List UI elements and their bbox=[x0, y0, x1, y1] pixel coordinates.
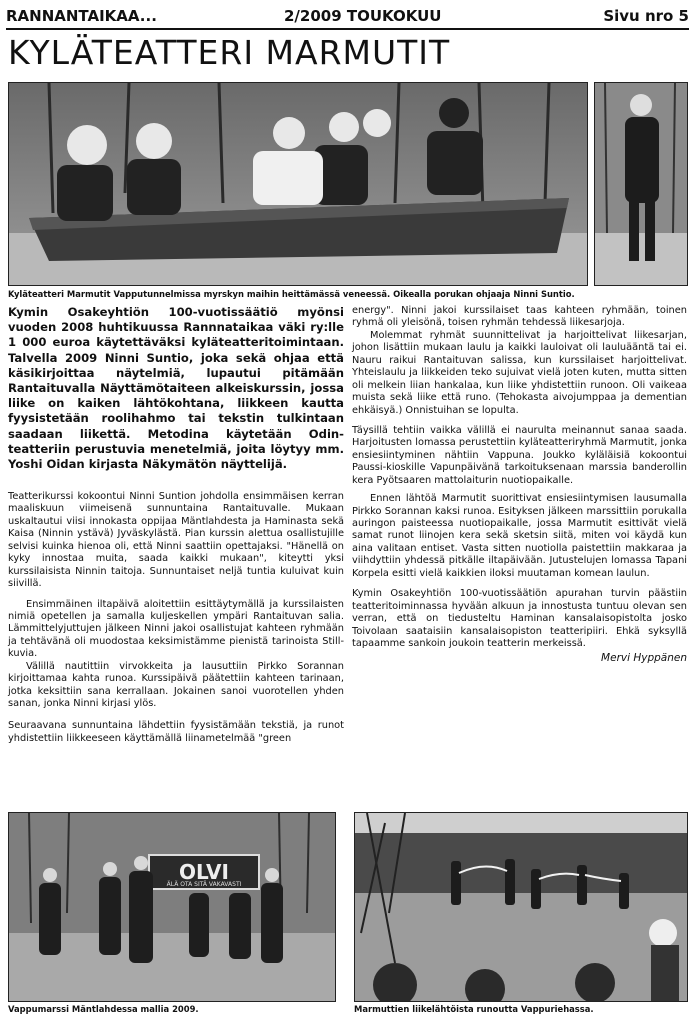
right-column bbox=[352, 305, 687, 666]
article-title: KYLÄTEATTERI MARMUTIT bbox=[8, 33, 451, 72]
caption-top: Kyläteatteri Marmutit Vapputunnelmissa myrskyn maihin heittämässä veneessä. Oikealla porukan ohjaaja Ninni Suntio. bbox=[8, 289, 575, 299]
right-paragraph-2: Molemmat ryhmät suunnittelivat ja harjoittelivat liikesarjan, johon lisättiin mukaan laulu ja kaikki lauloivat oli lauluääntä tai ei. Nauru raikui Rantaituvan salissa, kun kurssilaiset harjoittelivat. Yhteislaulu ja liikkeiden teko sujuivat vielä joten kuten, mutta sitten oli melkein liian hankalaa, kun liike yhdistettiin runoon. Oli vaikeaa muista sekä liike että runo. (Tehokasta aivojumppaa ja dementian ehkäisyä.) Onnistuihan se lopulta. bbox=[352, 329, 687, 416]
photo-march-icon bbox=[9, 813, 335, 1001]
right-paragraph-4: Ennen lähtöä Marmutit suorittivat ensiesiintymisen lausumalla Pirkko Sorannan kaksi runoa. Esityksen jälkeen marssittiin porukalla auringon paisteessa nuotiopaikalle, jossa Marmutit esittivät vielä samat runot liinojen kera sekä sketsin siitä, miten voi käydä kun aina valitaan entiset. Vasta sitten nuotiolla paistettiin makkaraa ja viihdyttiin yhdessä pitkälle iltapäivään. Jutustelujen lomassa Tapani Korpela esitti vielä kaikkien iloksi muutaman komean laulun. bbox=[352, 493, 687, 579]
right-paragraph-1: energy". Ninni jakoi kurssilaiset taas kahteen ryhmään, toinen ryhmä oli yleisönä, toisen ryhmän tehdessä liikesarjoja. bbox=[352, 305, 687, 329]
photo-director bbox=[594, 82, 688, 286]
page-number: Sivu nro 5 bbox=[603, 7, 689, 25]
right-paragraph-3: Täysillä tehtiin vaikka välillä ei naurulta meinannut sanaa saada. Harjoitusten lomassa perustettiin kyläteatteriryhmä Marmutit, jonka ensiesiintyminen nähtiin Vappuna. Joukko kyläläisiä kokoontui Paussi-kioskille Vapunpäivänä tarkoituksenaan marssia banderollin kera Pyötsaaren mattolaiturin nuotiopaikalle. bbox=[352, 424, 687, 486]
photo-lakeside bbox=[354, 812, 688, 1002]
left-paragraph-2: Ensimmäinen iltapäivä aloitettiin esittäytymällä ja kurssilaisten nimiä opetellen ja samalla kuljeskellen ympäri Rantaituvan salia. Lämmittelyjuttujen jälkeen Ninni jakoi osallistujat kahteen ryhmään ja tehtävänä oli muodostaa keksimistämme pienistä tarinoista Still-kuvia. bbox=[8, 598, 344, 660]
photo-boat bbox=[8, 82, 588, 286]
page-header bbox=[6, 2, 689, 30]
photo-lakeside-icon bbox=[355, 813, 687, 1001]
publication-name: RANNANTAIKAA... bbox=[6, 7, 157, 25]
article-author: Mervi Hyppänen bbox=[601, 652, 687, 665]
march-banner-sub: ÄLÄ OTA SITÄ VAKAVASTI bbox=[166, 881, 242, 888]
caption-bottom-left: Vappumarssi Mäntlahdessa mallia 2009. bbox=[8, 1004, 199, 1014]
issue-date: 2/2009 TOUKOKUU bbox=[284, 7, 442, 25]
march-banner-main: OLVI bbox=[179, 860, 229, 884]
right-paragraph-5: Kymin Osakeyhtiön 100-vuotissäätiön apurahan turvin päästiin teatteritoiminnassa hyvään alkuun ja innostusta tuntuu olevan sen verran, että on tiedusteltu Haminan kansalaisopistolta josko Toivolaan saataisiin kansalaisopiston teatteripiiri. Ehkä syksyllä tapaamme sankoin joukoin teatterin merkeissä. bbox=[352, 588, 687, 649]
left-paragraph-4: Seuraavana sunnuntaina lähdettiin fyysistämään tekstiä, ja runot yhdistettiin liikkeeseen käyttämällä liinametelmää "green bbox=[8, 720, 344, 744]
left-paragraph-3: Välillä nautittiin virvokkeita ja lausuttiin Pirkko Sorannan kirjoittamaa kahta runoa. Kurssipäivä päätettiin kahteen tarinaan, jotka keksittiin sana kerrallaan. Jokainen sanoi vuorotellen yhden sanan, jonka Ninni kirjasi ylös. bbox=[8, 660, 344, 709]
article-lead: Kymin Osakeyhtiön 100-vuotissäätiö myönsi vuoden 2008 huhtikuussa Rannnataikaa väki ry:lle 1 000 euroa käytettäväksi kyläteatteritoimintaan. Talvella 2009 Ninni Suntio, joka sekä ohjaa että käsikirjoittaa näytelmiä, lupautui pitämään Rantaituvalla Näyttämötaiteen alkeiskurssin, jossa liike on kaiken lähtökohtana, liikkeen kautta fyysistetään roolihahmo tai tekstin tulkintaan saadaan liikettä. Metodina käytetään Odin-teatteriin perustuvia menetelmiä, joita löytyy mm. Yoshi Oidan kirjasta Näkymätön näyttelijä. bbox=[8, 305, 344, 471]
photo-boat-icon bbox=[9, 83, 587, 285]
left-paragraph-1: Teatterikurssi kokoontui Ninni Suntion johdolla ensimmäisen kerran maaliskuun viimeisenä sunnuntaina Rantaituvalle. Mukaan uskaltautui viisi innokasta oppijaa Mäntlahdesta ja Haminasta sekä Kaisa (Ninnin ystävä) Jyväskylästä. Pian kurssin alettua osallistujille selvisi kuinka hienoa oli, että Ninni saattiin opettajaksi. "Hänellä on kyky innostaa muita, saada kaikki mukaan", kiteytti yksi kurssilaisista Ninnin taitoja. Sunnuntaiset neljä tuntia kuluivat kuin siivillä. bbox=[8, 491, 344, 590]
photo-march bbox=[8, 812, 336, 1002]
photo-person-icon bbox=[595, 83, 687, 285]
caption-bottom-right: Marmuttien liikelähtöista runoutta Vappuriehassa. bbox=[354, 1004, 594, 1014]
left-column bbox=[8, 491, 344, 753]
